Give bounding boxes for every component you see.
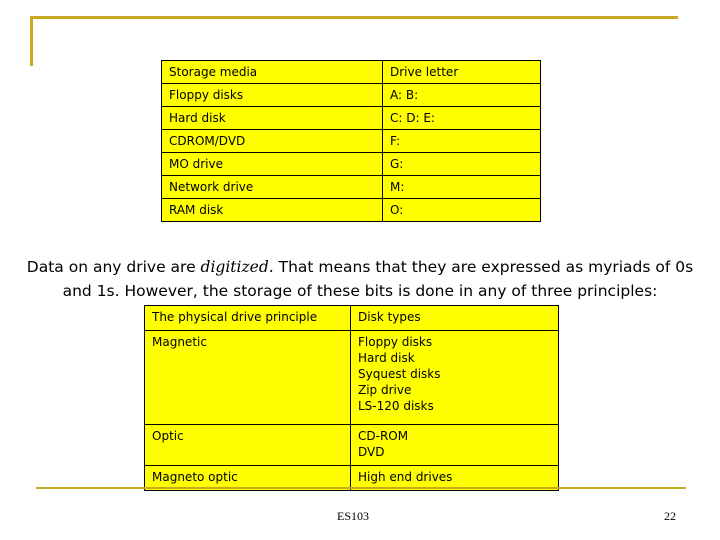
header-physical-principle: The physical drive principle	[145, 306, 351, 331]
header-drive-letter: Drive letter	[383, 61, 541, 84]
table-header-row	[162, 61, 541, 84]
table-row	[162, 176, 541, 199]
principle-cell: Optic	[145, 425, 351, 466]
table-row	[162, 84, 541, 107]
storage-media-cell: Floppy disks	[162, 84, 383, 107]
table-row	[162, 153, 541, 176]
body-paragraph	[20, 255, 700, 303]
disk-types-cell	[351, 331, 559, 425]
disk-type: Hard disk	[358, 351, 415, 365]
drive-principle-table	[144, 305, 559, 491]
disk-type: Syquest disks	[358, 367, 441, 381]
header-disk-types: Disk types	[351, 306, 559, 331]
principle-cell: Magnetic	[145, 331, 351, 425]
storage-media-cell: Network drive	[162, 176, 383, 199]
bottom-rule	[36, 487, 686, 489]
table-header-row	[145, 306, 559, 331]
drive-letter-cell: O:	[383, 199, 541, 222]
disk-types-cell	[351, 425, 559, 466]
table-row	[162, 107, 541, 130]
drive-letter-cell: F:	[383, 130, 541, 153]
table-row	[145, 425, 559, 466]
disk-type: CD-ROM	[358, 429, 409, 443]
footer-course-code: ES103	[337, 509, 370, 523]
drive-letter-table	[161, 60, 541, 222]
drive-letter-cell: C: D: E:	[383, 107, 541, 130]
drive-letter-cell: M:	[383, 176, 541, 199]
table-row	[145, 331, 559, 425]
table-row	[162, 199, 541, 222]
paragraph-text-end: That means that they are expressed as myriads of 0s and 1s. However, the storage of these bits is done in any of three principles:	[62, 258, 694, 300]
storage-media-cell: Hard disk	[162, 107, 383, 130]
storage-media-cell: RAM disk	[162, 199, 383, 222]
top-rule-vertical	[30, 16, 33, 66]
drive-letter-cell: A: B:	[383, 84, 541, 107]
top-rule-horizontal	[30, 16, 678, 19]
paragraph-text-start: Data on any drive are	[26, 258, 201, 276]
storage-media-cell: CDROM/DVD	[162, 130, 383, 153]
disk-type: DVD	[358, 445, 385, 459]
page-number: 22	[664, 509, 676, 523]
drive-letter-cell: G:	[383, 153, 541, 176]
disk-type: High end drives	[358, 470, 453, 484]
disk-type: Zip drive	[358, 383, 412, 397]
table-row	[162, 130, 541, 153]
disk-type: Floppy disks	[358, 335, 433, 349]
disk-type: LS-120 disks	[358, 399, 434, 413]
paragraph-emphasis: digitized.	[200, 258, 274, 276]
principle-cell: Magneto optic	[145, 466, 351, 491]
header-storage-media: Storage media	[162, 61, 383, 84]
storage-media-cell: MO drive	[162, 153, 383, 176]
